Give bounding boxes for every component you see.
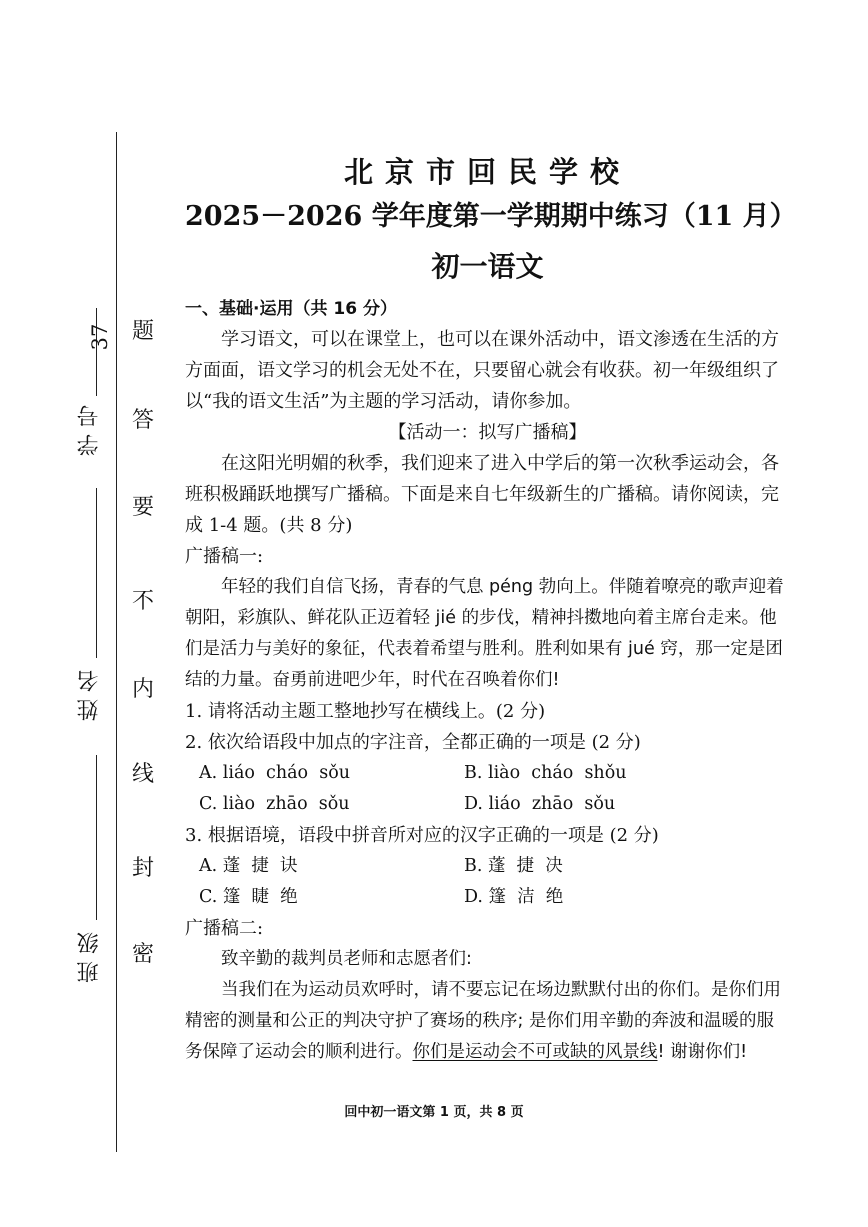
seal-char: 密 (131, 942, 154, 967)
class-label: 班 级 (77, 932, 102, 983)
question-3-options (185, 851, 790, 913)
option-a[interactable]: A. 蓬 捷 诀 (199, 856, 298, 876)
option-c[interactable]: C. 篷 睫 绝 (199, 887, 298, 907)
draft2-label: 广播稿二: (185, 918, 264, 939)
name-label: 姓 名 (77, 670, 102, 721)
seal-char: 不 (131, 589, 154, 614)
school-name: 北京市回民学校 (343, 155, 631, 189)
student-number-value: 37 (88, 323, 112, 351)
page-footer: 回中初一语文第 1 页，共 8 页 (344, 1105, 524, 1120)
draft2-text-part: ! 谢谢你们! (657, 1042, 748, 1062)
section-intro: 学习语文，可以在课堂上，也可以在课外活动中，语文渗透在生活的方方面面，语文学习的机会无处不在，只要留心就会有收获。初一年级组织了以“我的语文生活”为主题的学习活动，请你参加。 (185, 329, 779, 412)
name-field[interactable] (96, 488, 97, 658)
question-2: 2. 依次给语段中加点的字注音，全都正确的一项是 (2 分) (185, 732, 641, 753)
section-title: 一、基础·运用（共 16 分） (185, 299, 397, 319)
seal-char: 内 (131, 677, 154, 702)
seal-char: 答 (131, 408, 154, 433)
option-c[interactable]: C. liào zhāo sǒu (199, 794, 350, 814)
draft2-underlined-sentence: 你们是运动会不可或缺的风景线 (412, 1042, 658, 1062)
seal-char: 封 (131, 856, 154, 881)
student-number-label: 学 号 (77, 405, 102, 456)
activity-title: 【活动一：拟写广播稿】 (388, 422, 587, 443)
exam-title: 2025－2026 学年度第一学期期中练习（11 月） (185, 201, 797, 232)
class-field[interactable] (96, 755, 97, 920)
seal-char: 线 (131, 762, 154, 787)
binding-margin (0, 0, 170, 1227)
question-2-options (185, 758, 790, 820)
option-b[interactable]: B. 蓬 捷 决 (464, 856, 563, 876)
draft1-label: 广播稿一: (185, 546, 264, 567)
question-1: 1. 请将活动主题工整地抄写在横线上。(2 分) (185, 701, 546, 722)
question-3: 3. 根据语境，语段中拼音所对应的汉字正确的一项是 (2 分) (185, 825, 659, 846)
activity-intro: 在这阳光明媚的秋季，我们迎来了进入中学后的第一次秋季运动会，各班积极踊跃地撰写广播稿。下面是来自七年级新生的广播稿。请你阅读，完成 1-4 题。(共 8 分) (185, 453, 779, 536)
option-a[interactable]: A. liáo cháo sǒu (199, 763, 351, 783)
draft1-text: 年轻的我们自信飞扬，青春的气息 péng 勃向上。伴随着嘹亮的歌声迎着朝阳，彩旗队、鲜花队正迈着轻 jié 的步伐，精神抖擞地向着主席台走来。他们是活力与美好的象征，代表着希望与胜利。胜利如果有 jué 窍，那一定是团结的力量。奋勇前进吧少年，时代在召唤着你们! (185, 577, 784, 690)
draft2-greeting: 致辛勤的裁判员老师和志愿者们: (221, 949, 472, 969)
seal-char: 题 (131, 319, 154, 344)
option-d[interactable]: D. liáo zhāo sǒu (464, 794, 616, 814)
option-b[interactable]: B. liào cháo shǒu (464, 763, 627, 783)
binding-line (116, 132, 117, 1152)
option-d[interactable]: D. 篷 洁 绝 (464, 887, 564, 907)
draft2-text-part: 当我们在为运动员欢呼时，请不要忘记在场边默默付出的你们。是你们用精密的测量和公正的判决守护了赛场的秩序; 是你们用辛勤的奔波和温暖的服务保障了运动会的顺利进行。 (185, 980, 781, 1062)
exam-page (185, 150, 797, 1068)
draft2-text (185, 975, 790, 1068)
subject-title: 初一语文 (431, 250, 544, 283)
seal-char: 要 (131, 495, 154, 520)
